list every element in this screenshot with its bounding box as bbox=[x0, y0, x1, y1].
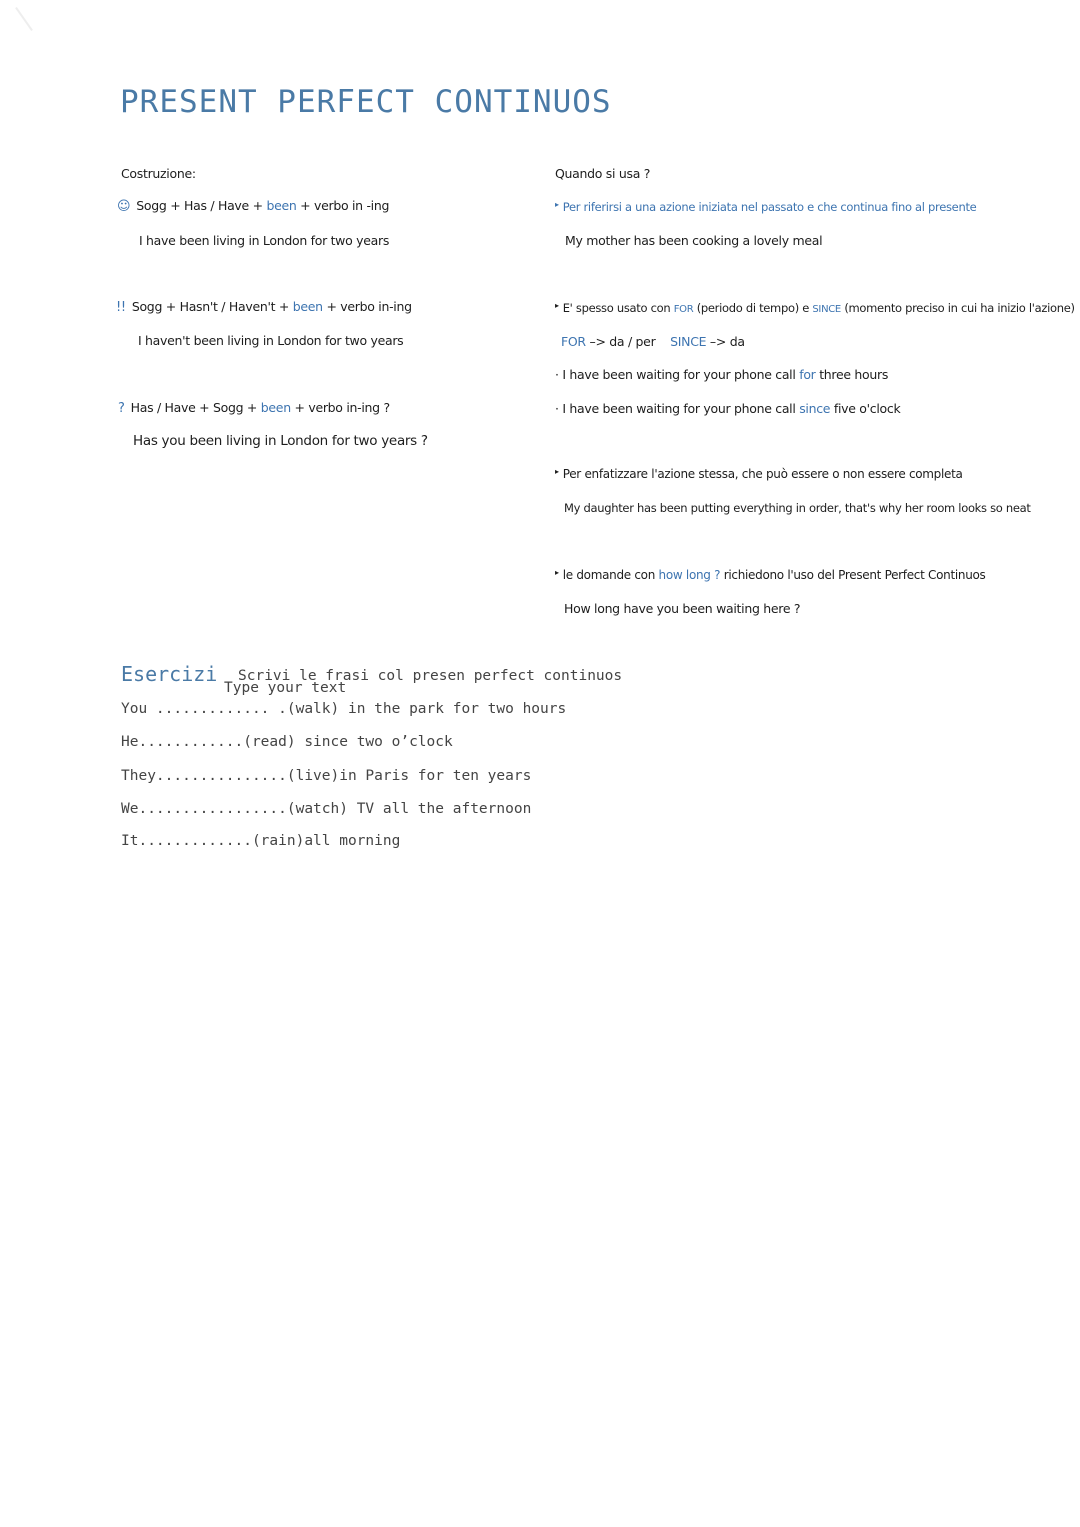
exercise-item: It.............(rain)all morning bbox=[121, 833, 401, 849]
smile-icon: ☺ bbox=[117, 199, 131, 214]
exercise-item: You ............. .(walk) in the park for two hours bbox=[121, 701, 567, 717]
exercise-item: They...............(live)in Paris for ten years bbox=[121, 768, 532, 784]
usage-3-example: My daughter has been putting everything in order, that's why her room looks so neat bbox=[564, 501, 1031, 515]
usage-2: ▸ E' spesso usato con FOR (periodo di tempo) e SINCE (momento preciso in cui ha inizio l'azione) bbox=[555, 301, 1075, 315]
exercise-item: He............(read) since two o’clock bbox=[121, 734, 453, 750]
construction-heading: Costruzione: bbox=[121, 166, 196, 181]
page-corner-mark bbox=[15, 7, 33, 31]
negative-example: I haven't been living in London for two years bbox=[138, 333, 404, 348]
usage-1: ▸ Per riferirsi a una azione iniziata nel passato e che continua fino al presente bbox=[555, 200, 977, 214]
usage-2-example-since: · I have been waiting for your phone call since five o'clock bbox=[555, 401, 901, 416]
usage-3: ▸ Per enfatizzare l'azione stessa, che può essere o non essere completa bbox=[555, 467, 963, 481]
usage-1-example: My mother has been cooking a lovely meal bbox=[565, 233, 823, 248]
usage-heading: Quando si usa ? bbox=[555, 166, 651, 181]
bullet-icon: ▸ bbox=[555, 568, 559, 577]
usage-4: ▸ le domande con how long ? richiedono l'uso del Present Perfect Continuos bbox=[555, 568, 986, 582]
text-placeholder[interactable]: Type your text bbox=[224, 680, 347, 696]
question-icon: ? bbox=[118, 401, 125, 416]
exercises-instruction: Scrivi le frasi col presen perfect continuos bbox=[238, 668, 623, 684]
bullet-icon: ▸ bbox=[555, 301, 559, 310]
bullet-icon: ▸ bbox=[555, 200, 559, 209]
page-title: PRESENT PERFECT CONTINUOS bbox=[120, 84, 612, 120]
affirmative-example: I have been living in London for two years bbox=[139, 233, 390, 248]
bullet-icon: ▸ bbox=[555, 467, 559, 476]
exclamation-icon: !! bbox=[116, 300, 126, 315]
usage-2-example-for: · I have been waiting for your phone call for three hours bbox=[555, 367, 889, 382]
exercise-item: We.................(watch) TV all the afternoon bbox=[121, 801, 532, 817]
question-rule: ? Has / Have + Sogg + been + verbo in-ing ? bbox=[118, 400, 390, 416]
negative-rule: !! Sogg + Hasn't / Haven't + been + verbo in-ing bbox=[116, 299, 412, 315]
usage-4-example: How long have you been waiting here ? bbox=[564, 601, 801, 616]
affirmative-rule: ☺ Sogg + Has / Have + been + verbo in -ing bbox=[117, 198, 390, 214]
question-example: Has you been living in London for two years ? bbox=[133, 433, 428, 449]
exercises-title: Esercizi bbox=[121, 662, 218, 686]
usage-2-translation: FOR –> da / per SINCE –> da bbox=[561, 334, 745, 349]
